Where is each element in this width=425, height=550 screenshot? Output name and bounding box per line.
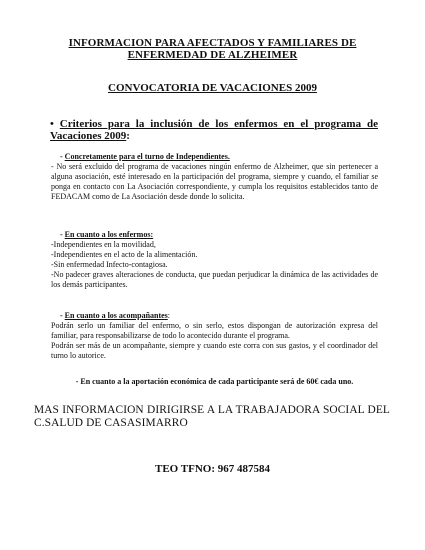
section-heading-text: Criterios para la inclusión de los enfermos en el programa de Vacaciones 2009 xyxy=(50,118,378,142)
acompanantes-heading-suffix: : xyxy=(167,311,171,320)
document-title: INFORMACION PARA AFECTADOS Y FAMILIARES DE ENFERMEDAD DE ALZHEIMER xyxy=(68,37,357,61)
acompanantes-heading-line xyxy=(51,311,378,321)
bullet-icon: • xyxy=(50,118,54,130)
acompanantes-paragraph: Podrán serlo un familiar del enfermo, o sin serlo, estos dispongan de autorización expresa del familiar, para responsabilizarse de todo lo acontecido durante el programa. xyxy=(51,321,378,340)
enfermos-heading-line xyxy=(51,230,378,240)
acompanantes-prefix: - xyxy=(60,311,65,320)
acompanantes-block xyxy=(51,311,378,361)
section-heading xyxy=(50,118,378,142)
enfermos-item: -Independientes en la movilidad, xyxy=(51,240,156,249)
independientes-block xyxy=(51,152,378,202)
enfermos-heading: En cuanto a los enfermos: xyxy=(64,230,154,239)
independientes-heading: Concretamente para el turno de Independientes. xyxy=(64,152,230,161)
independientes-text: - No será excluido del programa de vacaciones ningún enfermo de Alzheimer, que sin pertenecer a alguna asociación, esté interesado en la participación del programa, siempre y cuando, el familiar se ponga en contacto con La Asociación correspondiente, y cumpla los requisitos establecidos tanto de FEDACAM como de La Asociación desde donde lo solicita. xyxy=(51,162,378,201)
enfermos-block xyxy=(51,230,378,290)
document-subtitle: CONVOCATORIA DE VACACIONES 2009 xyxy=(108,82,317,94)
independientes-heading-line xyxy=(51,152,378,162)
enfermos-prefix: - xyxy=(60,230,65,239)
independientes-prefix: - xyxy=(60,152,65,161)
phone-number: TEO TFNO: 967 487584 xyxy=(154,463,270,475)
enfermos-item: -Independientes en el acto de la alimentación. xyxy=(51,250,198,259)
enfermos-item: -Sin enfermedad Infecto-contagiosa. xyxy=(51,260,168,269)
acompanantes-paragraph: Podrán ser más de un acompañante, siempre y cuando este corra con sus gastos, y el coordinador del turno lo autorice. xyxy=(51,341,378,360)
funding-note: - En cuanto a la aportación económica de cada participante será de 60€ cada uno. xyxy=(75,377,354,386)
more-info-note: MAS INFORMACION DIRIGIRSE A LA TRABAJADORA SOCIAL DEL C.SALUD DE CASASIMARRO xyxy=(34,404,390,429)
section-heading-suffix: : xyxy=(126,130,130,142)
enfermos-item: -No padecer graves alteraciones de conducta, que puedan perjudicar la dinámica de las actividades de los demás participantes. xyxy=(51,270,378,289)
acompanantes-heading: En cuanto a los acompañantes xyxy=(64,311,168,320)
